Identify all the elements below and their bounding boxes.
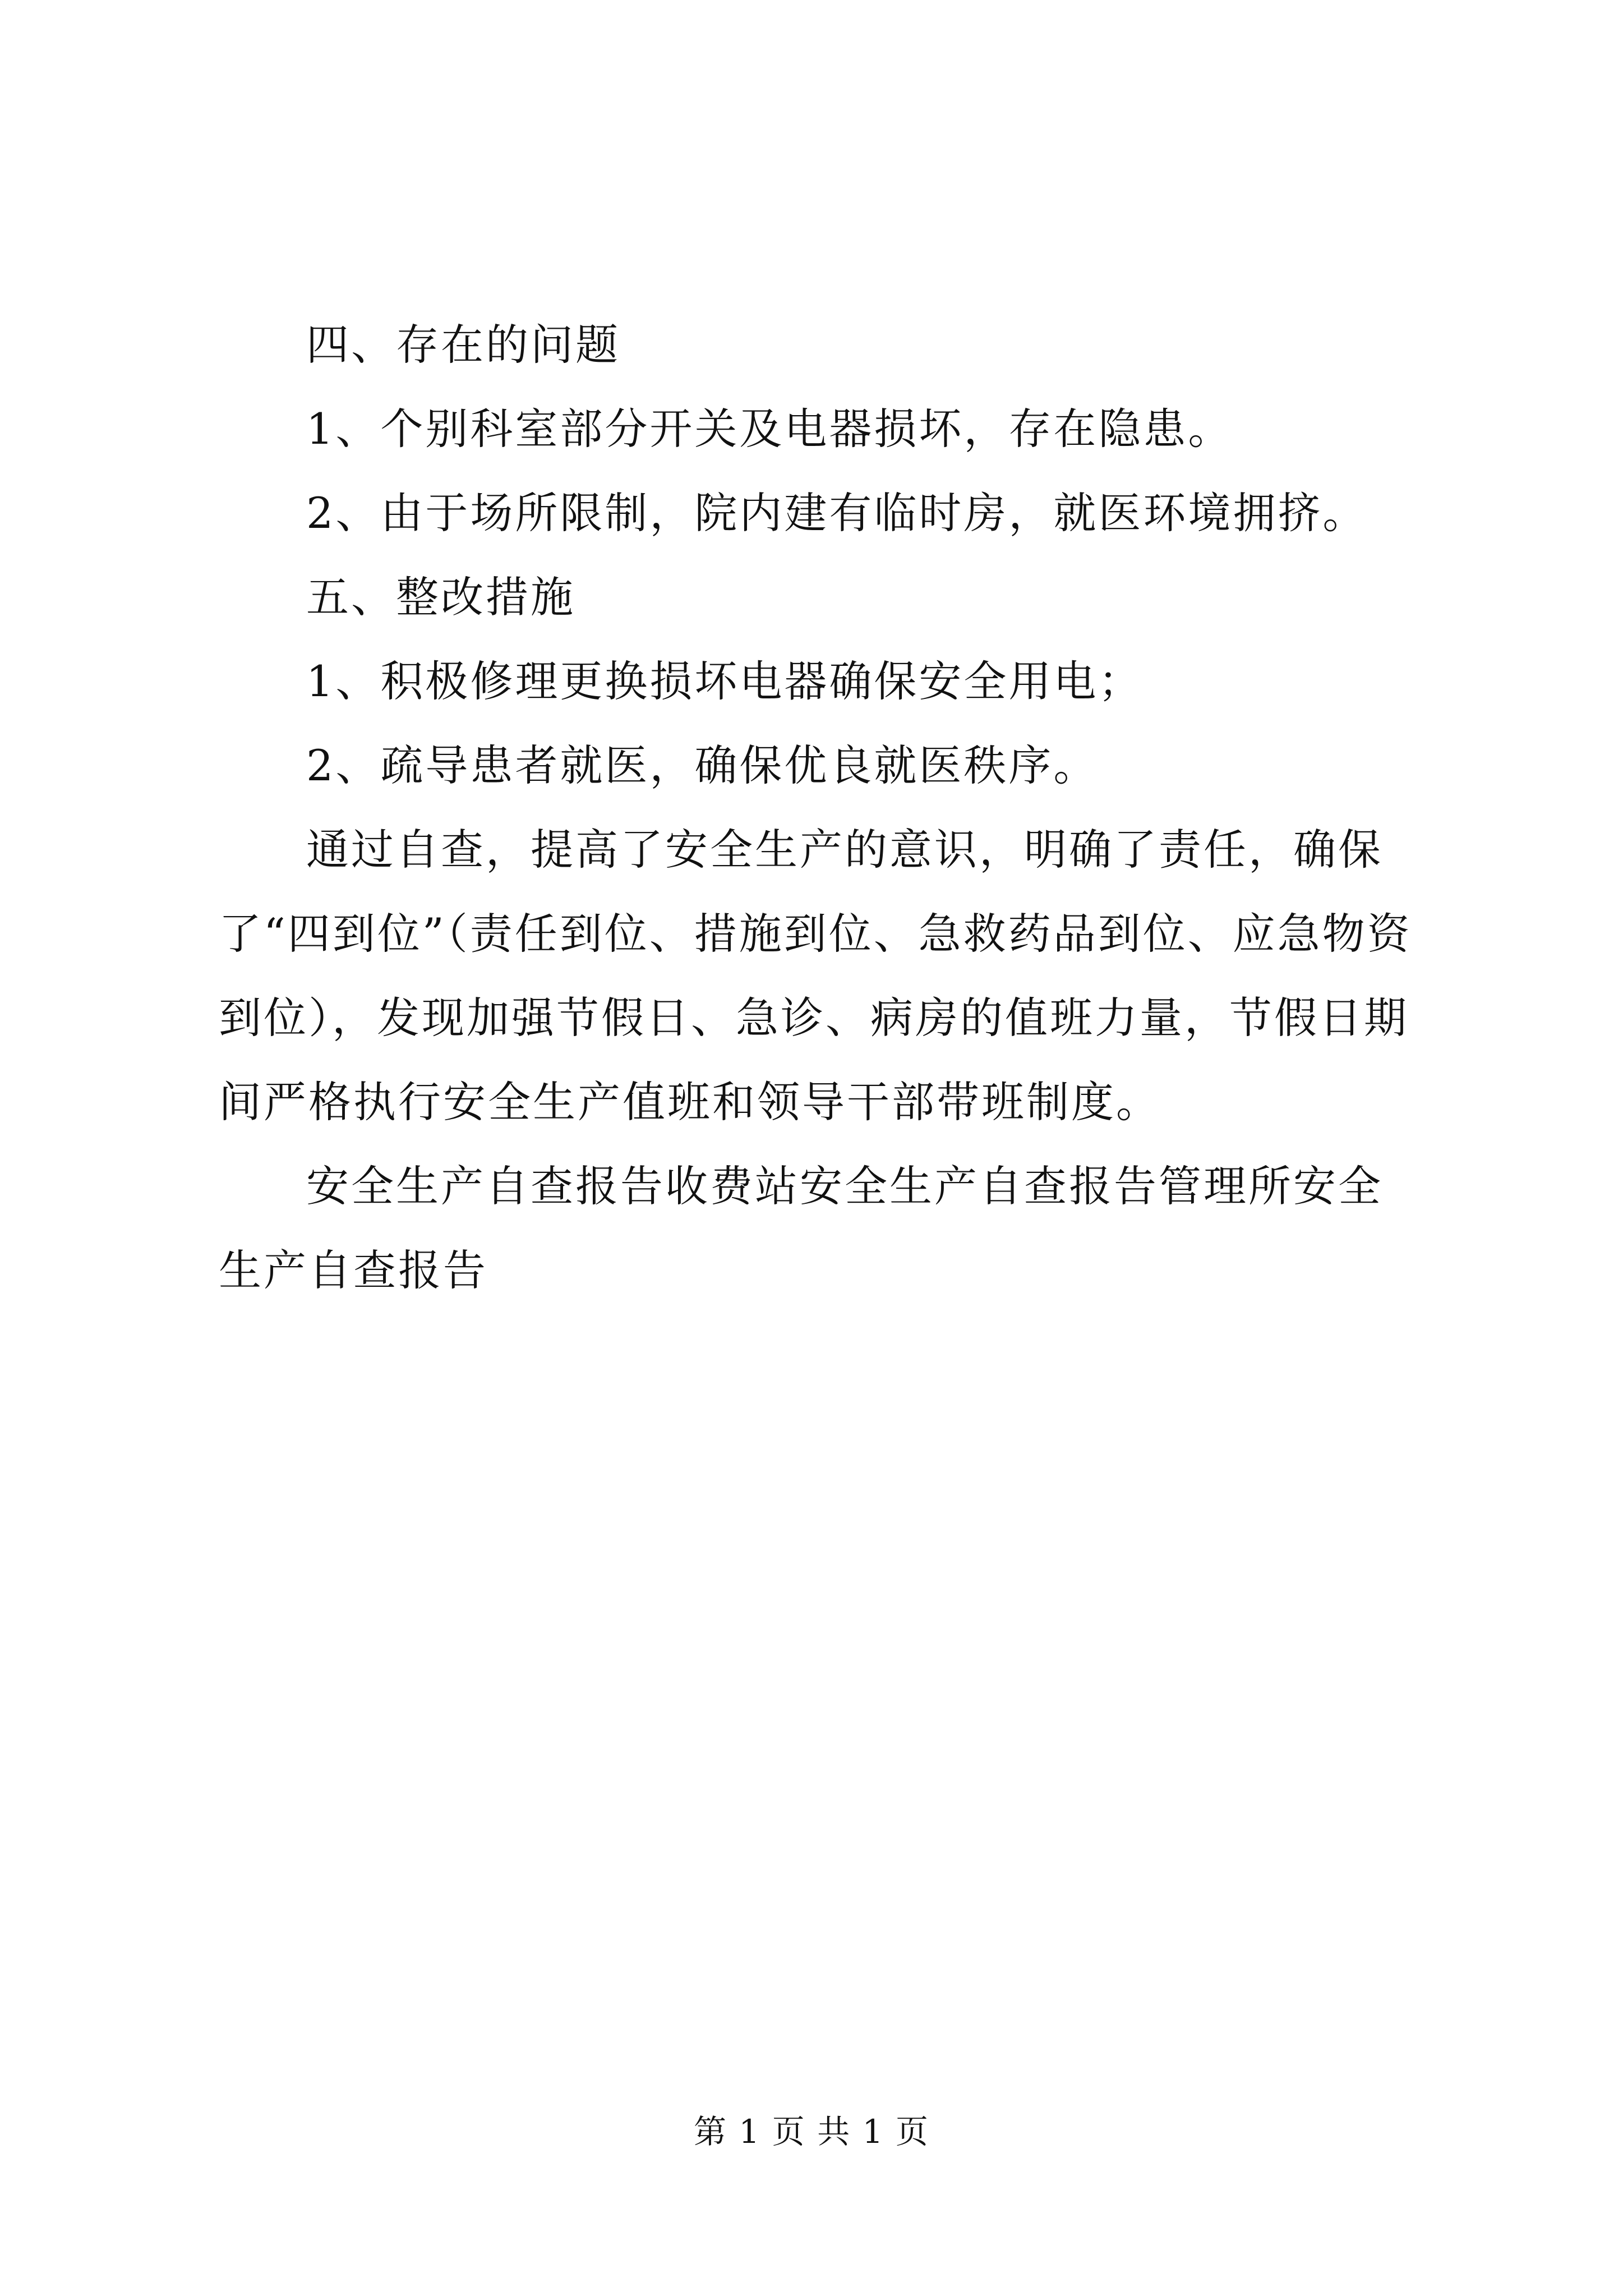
problem-item-1: 1、个别科室部分开关及电器损坏，存在隐患。 bbox=[306, 404, 1233, 454]
section-heading-measures: 五、整改措施 bbox=[306, 572, 575, 622]
measure-item-2: 2、疏导患者就医，确保优良就医秩序。 bbox=[306, 740, 1099, 790]
section-heading-problems: 四、存在的问题 bbox=[306, 320, 620, 370]
problem-item-2: 2、由于场所限制，院内建有临时房，就医环境拥挤。 bbox=[306, 488, 1368, 538]
page-number-footer: 第 1 页 共 1 页 bbox=[694, 2113, 929, 2151]
measure-item-1: 1、积极修理更换损坏电器确保安全用电； bbox=[306, 656, 1144, 706]
document-body bbox=[219, 303, 1427, 1313]
summary-paragraph: 通过自查，提高了安全生产的意识，明确了责任，确保了“四到位”（责任到位、措施到位、急救药品到位、应急物资到位），发现加强节假日、急诊、病房的值班力量，节假日期间严格执行安全生产值班和领导干部带班制度。 bbox=[219, 825, 1412, 1127]
related-titles-paragraph: 安全生产自查报告收费站安全生产自查报告管理所安全生产自查报告 bbox=[219, 1161, 1383, 1295]
